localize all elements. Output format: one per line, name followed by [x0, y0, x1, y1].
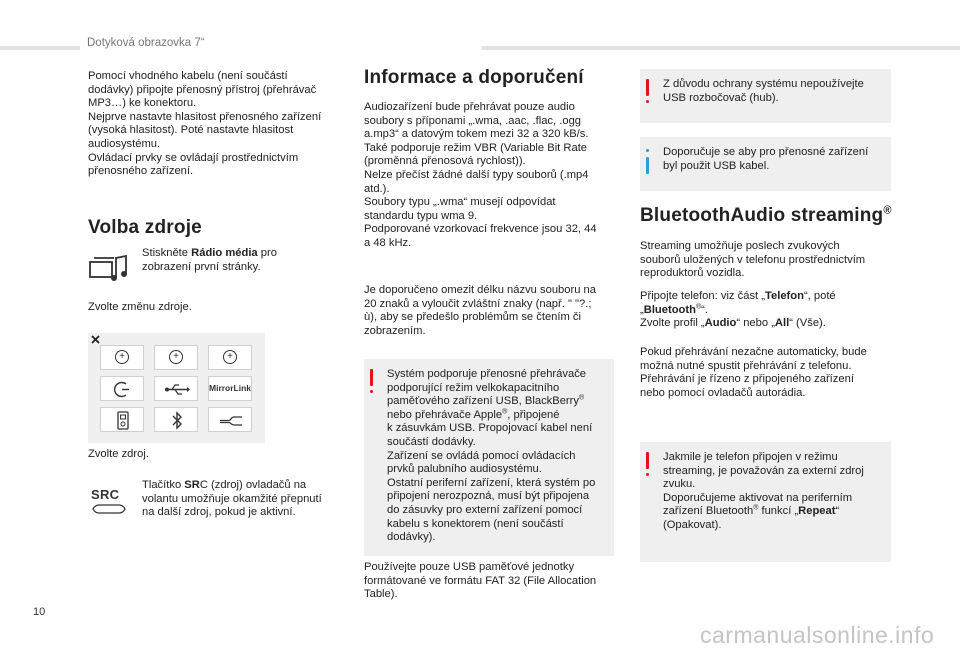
- usb-cable-info-text: Doporučuje se aby pro přenosné zařízení byl použit USB kabel.: [663, 146, 869, 172]
- source-tile-usb[interactable]: [154, 376, 198, 401]
- info-icon: [646, 157, 649, 174]
- source-tile-aux[interactable]: [100, 376, 144, 401]
- source-tile-add-1[interactable]: [100, 345, 144, 370]
- usb-format-paragraph: Používejte pouze USB paměťové jednotky formátované ve formátu FAT 32 (File Allocation Table).: [364, 561, 597, 601]
- filename-paragraph: Je doporučeno omezit délku názvu souboru na 20 znaků a vyloučit zvláštní znaky (např. " "?.; ù), aby se předešlo problémům se čtením či zobrazením.: [364, 284, 596, 337]
- usb-cable-info-box: [640, 137, 891, 191]
- aux-jack-icon: [101, 377, 145, 402]
- source-tile-add-3[interactable]: [208, 345, 252, 370]
- streaming-paragraph: Streaming umožňuje poslech zvukových souborů uložených v telefonu prostřednictvím reproduktorů vozidla.: [640, 240, 866, 280]
- source-grid-screen: [88, 333, 265, 443]
- portable-device-icon: [101, 408, 145, 433]
- close-icon: [91, 335, 100, 344]
- section-heading-bluetooth: BluetoothAudio streaming®: [640, 204, 892, 226]
- select-source-text: Zvolte zdroj.: [88, 448, 149, 460]
- warning-icon-dot: [646, 473, 649, 476]
- usb-hub-warning-text: Z důvodu ochrany systému nepoužívejte USB rozbočovač (hub).: [663, 78, 864, 104]
- usb-hub-warning-box: [640, 69, 891, 123]
- plus-icon: +: [169, 350, 183, 364]
- usb-support-warning-box: [364, 359, 614, 556]
- connect-phone-paragraph: Připojte telefon: viz část „Telefon“, poté „Bluetooth®“. Zvolte profil „Audio“ nebo „All“ (Vše).: [640, 290, 836, 330]
- warning-icon: [646, 452, 649, 469]
- media-source-icon: [209, 408, 253, 433]
- streaming-warning-text: Jakmile je telefon připojen v režimu streaming, je považován za externí zdroj zvuku. Doporučujeme aktivovat na periferním zařízení Bluetooth® funkcí „Repeat“ (Opakovat).: [663, 451, 864, 531]
- page-number: 10: [33, 606, 46, 618]
- usb-support-warning-text: Systém podporuje přenosné přehrávače podporující režim velkokapacitního paměťového zařízení USB, BlackBerry® nebo přehrávače Apple®, připojené k zásuvkám USB. Propojovací kabel není součástí dodávky. Zařízení se ovládá pomocí ovládacích prvků palubního audiosystému. Ostatní periferní zařízení, která systém po připojení nerozpozná, musí být připojena do zásuvky pro externí zařízení pomocí kabelu s konektorem (není součástí dodávky).: [387, 368, 596, 544]
- change-source-text: Zvolte změnu zdroje.: [88, 301, 192, 313]
- source-tile-mirrorlink[interactable]: [208, 376, 252, 401]
- playback-paragraph: Pokud přehrávání nezačne automaticky, bude možná nutné spustit přehrávání z telefonu. Přehrávání je řízeno z připojeného zařízení nebo pomocí ovladačů autorádia.: [640, 346, 867, 399]
- warning-icon: [370, 369, 373, 386]
- mirrorlink-logo: MirrorLink: [209, 383, 252, 393]
- section-heading-info: Informace a doporučení: [364, 67, 584, 88]
- warning-icon-dot: [646, 100, 649, 103]
- audio-format-paragraph: Audiozařízení bude přehrávat pouze audio soubory s příponami „.wma, .aac, .flac, .ogg a.mp3“ a datovým tokem mezi 32 a 320 kB/s. Také podporuje režim VBR (Variable Bit Rate (proměnná přenosová rychlost)). Nelze přečíst žádné další typy souborů (.mp4 atd.). Soubory typu „.wma“ musejí odpovídat standardu typu wma 9. Podporované vzorkovací frekvence jsou 32, 44 a 48 kHz.: [364, 101, 597, 249]
- bluetooth-icon: [155, 408, 199, 433]
- steering-button-icon: [91, 504, 127, 514]
- plus-icon: +: [223, 350, 237, 364]
- usb-icon: [155, 377, 199, 402]
- src-steering-button: [91, 487, 127, 517]
- warning-icon-dot: [370, 390, 373, 393]
- streaming-warning-box: [640, 442, 891, 562]
- intro-paragraph: Pomocí vhodného kabelu (není součástí dodávky) připojte přenosný přístroj (přehrávač MP3…) ke konektoru. Nejprve nastavte hlasitost přenosného zařízení (vysoká hlasitost). Poté nastavte hlasitost audiosystému. Ovládací prvky se ovládají prostřednictvím přenosného zařízení.: [88, 70, 322, 178]
- section-heading-source: Volba zdroje: [88, 217, 202, 238]
- watermark: carmanualsonline.info: [700, 622, 935, 648]
- plus-icon: +: [115, 350, 129, 364]
- page-header-title: Dotyková obrazovka 7“: [87, 37, 205, 49]
- header-rule-left: [0, 46, 80, 50]
- source-tile-device[interactable]: [100, 407, 144, 432]
- src-instruction: Tlačítko SRC (zdroj) ovladačů na volantu umožňuje okamžité přepnutí na další zdroj, pokud je aktivní.: [142, 479, 322, 519]
- radio-media-instruction: Stiskněte Rádio média pro zobrazení první stránky.: [142, 247, 277, 273]
- warning-icon: [646, 79, 649, 96]
- source-tile-add-2[interactable]: [154, 345, 198, 370]
- source-tile-bluetooth[interactable]: [154, 407, 198, 432]
- info-icon-dot: [646, 149, 649, 152]
- src-label: SRC: [91, 487, 120, 502]
- radio-media-icon: [88, 252, 130, 284]
- source-tile-media[interactable]: [208, 407, 252, 432]
- header-rule-right: [482, 46, 960, 50]
